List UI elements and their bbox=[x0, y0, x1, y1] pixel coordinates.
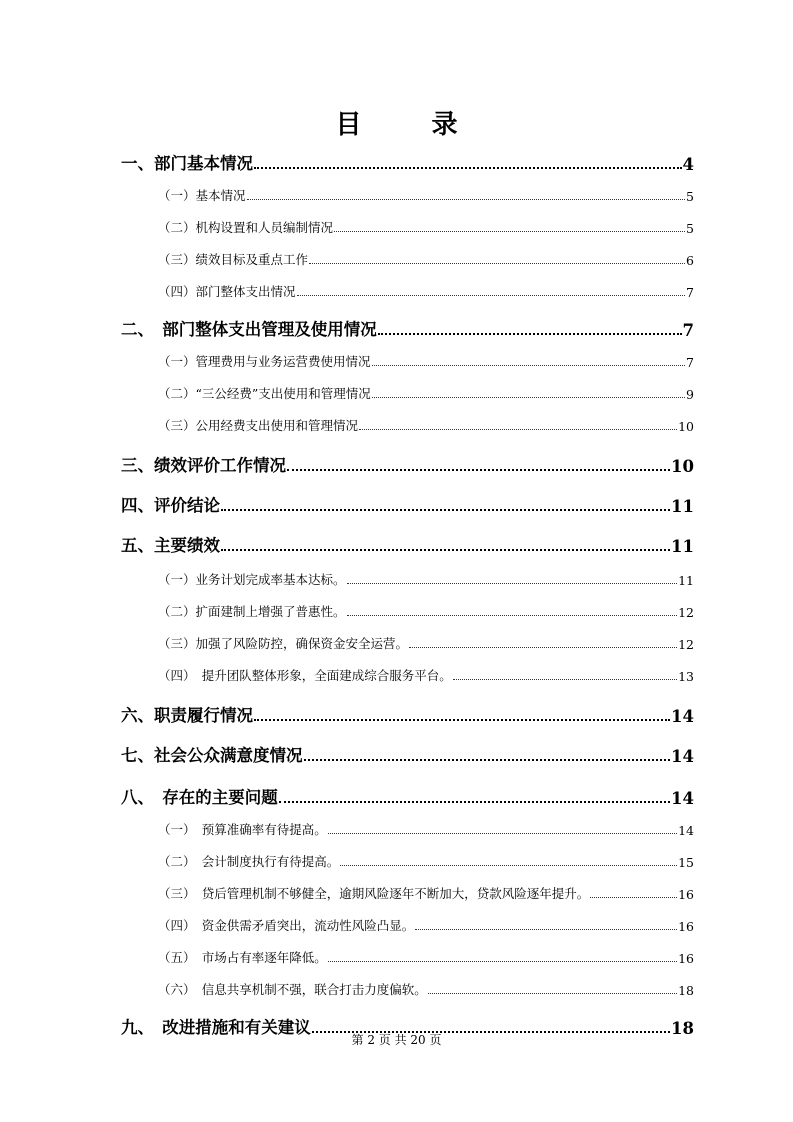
toc-section-entry[interactable] bbox=[158, 852, 694, 870]
toc-chapter-entry[interactable] bbox=[121, 742, 694, 766]
toc-page-number: 12 bbox=[678, 605, 694, 620]
dot-leader bbox=[428, 993, 677, 994]
toc-chapter-entry[interactable] bbox=[121, 532, 694, 556]
toc-entry-label: 二、 部门整体支出管理及使用情况 bbox=[121, 320, 377, 339]
toc-page-number: 11 bbox=[671, 537, 694, 556]
page-footer: 第 2 页 共 20 页 bbox=[351, 1033, 442, 1047]
toc-chapter-entry[interactable] bbox=[121, 316, 694, 340]
toc-section-entry[interactable] bbox=[158, 634, 694, 652]
toc-section-entry[interactable] bbox=[158, 186, 694, 204]
toc-entry-label: （三） 贷后管理机制不够健全，逾期风险逐年不断加大，贷款风险逐年提升。 bbox=[158, 886, 590, 901]
dot-leader bbox=[453, 679, 677, 680]
toc-section-entry[interactable] bbox=[158, 948, 694, 966]
toc-section-entry[interactable] bbox=[158, 980, 694, 998]
toc-entry-label: （二）“三公经费”支出使用和管理情况 bbox=[158, 386, 371, 401]
toc-page-number: 16 bbox=[678, 887, 694, 902]
toc-page-number: 18 bbox=[678, 983, 694, 998]
toc-page-number: 16 bbox=[678, 919, 694, 934]
toc-entry-label: （一） 预算准确率有待提高。 bbox=[158, 822, 327, 837]
dot-leader bbox=[309, 263, 685, 264]
dot-leader bbox=[415, 929, 677, 930]
dot-leader bbox=[359, 429, 677, 430]
toc-entry-label: 八、 存在的主要问题 bbox=[121, 788, 278, 807]
toc-page-number: 14 bbox=[671, 747, 694, 766]
dot-leader bbox=[279, 801, 670, 803]
toc-entry-label: 七、社会公众满意度情况 bbox=[121, 746, 303, 765]
dot-leader bbox=[304, 759, 671, 761]
toc-entry-label: （二）扩面建制上增强了普惠性。 bbox=[158, 604, 346, 619]
dot-leader bbox=[334, 231, 685, 232]
dot-leader bbox=[254, 719, 670, 721]
toc-entry-label: 五、主要绩效 bbox=[121, 536, 220, 555]
toc-entry-label: （一）管理费用与业务运营费使用情况 bbox=[158, 354, 371, 369]
toc-entry-label: 六、职责履行情况 bbox=[121, 706, 253, 725]
toc-page-number: 7 bbox=[682, 321, 694, 340]
toc-page-number: 11 bbox=[678, 573, 694, 588]
toc-entry-label: （四）部门整体支出情况 bbox=[158, 284, 296, 299]
toc-entry-label: （六） 信息共享机制不强，联合打击力度偏软。 bbox=[158, 982, 427, 997]
toc-entry-label: （四） 资金供需矛盾突出，流动性风险凸显。 bbox=[158, 918, 415, 933]
dot-leader bbox=[247, 199, 686, 200]
toc-section-entry[interactable] bbox=[158, 602, 694, 620]
toc-page-number: 9 bbox=[686, 387, 694, 402]
toc-chapter-entry[interactable] bbox=[121, 452, 694, 476]
toc-page-number: 12 bbox=[678, 637, 694, 652]
toc-page-number: 14 bbox=[671, 707, 694, 726]
toc-chapter-entry[interactable] bbox=[121, 492, 694, 516]
page-title: 目 录 bbox=[335, 110, 480, 140]
toc-entry-label: （三）公用经费支出使用和管理情况 bbox=[158, 418, 359, 433]
toc-page-number: 10 bbox=[678, 419, 694, 434]
toc-section-entry[interactable] bbox=[158, 666, 694, 684]
dot-leader bbox=[378, 333, 682, 335]
toc-entry-label: 九、 改进措施和有关建议 bbox=[121, 1018, 311, 1037]
toc-entry-label: （二）机构设置和人员编制情况 bbox=[158, 220, 334, 235]
toc-section-entry[interactable] bbox=[158, 570, 694, 588]
toc-chapter-entry[interactable] bbox=[121, 784, 694, 808]
toc-section-entry[interactable] bbox=[158, 384, 694, 402]
toc-page-number: 15 bbox=[678, 855, 694, 870]
toc-page-number: 18 bbox=[671, 1019, 694, 1038]
toc-page-number: 4 bbox=[682, 155, 694, 174]
toc-page-number: 5 bbox=[686, 189, 694, 204]
toc-section-entry[interactable] bbox=[158, 916, 694, 934]
toc-entry-label: （四） 提升团队整体形象，全面建成综合服务平台。 bbox=[158, 668, 452, 683]
toc-entry-label: （一）基本情况 bbox=[158, 188, 246, 203]
dot-leader bbox=[372, 365, 686, 366]
dot-leader bbox=[221, 509, 670, 511]
toc-page-number: 14 bbox=[671, 789, 694, 808]
dot-leader bbox=[221, 549, 670, 551]
dot-leader bbox=[297, 295, 686, 296]
toc-entry-label: （五） 市场占有率逐年降低。 bbox=[158, 950, 327, 965]
toc-entry-label: 三、绩效评价工作情况 bbox=[121, 456, 286, 475]
toc-section-entry[interactable] bbox=[158, 416, 694, 434]
toc-section-entry[interactable] bbox=[158, 820, 694, 838]
toc-page-number: 14 bbox=[678, 823, 694, 838]
dot-leader bbox=[347, 615, 678, 616]
toc-section-entry[interactable] bbox=[158, 352, 694, 370]
toc-entry-label: 一、部门基本情况 bbox=[121, 154, 253, 173]
toc-entry-label: （一）业务计划完成率基本达标。 bbox=[158, 572, 346, 587]
dot-leader bbox=[372, 397, 685, 398]
toc-page-number: 10 bbox=[671, 457, 694, 476]
dot-leader bbox=[340, 865, 677, 866]
toc-page-number: 11 bbox=[671, 497, 694, 516]
toc-entry-label: （三）加强了风险防控，确保资金安全运营。 bbox=[158, 636, 409, 651]
toc-page-number: 16 bbox=[678, 951, 694, 966]
dot-leader bbox=[409, 647, 677, 648]
dot-leader bbox=[328, 833, 677, 834]
dot-leader bbox=[590, 897, 677, 898]
toc-section-entry[interactable] bbox=[158, 218, 694, 236]
toc-page-number: 13 bbox=[678, 669, 694, 684]
toc-page-number: 7 bbox=[686, 285, 694, 300]
toc-entry-label: 四、评价结论 bbox=[121, 496, 220, 515]
dot-leader bbox=[287, 469, 670, 471]
dot-leader bbox=[347, 583, 678, 584]
toc-section-entry[interactable] bbox=[158, 250, 694, 268]
toc-page-number: 5 bbox=[686, 221, 694, 236]
toc-entry-label: （三）绩效目标及重点工作 bbox=[158, 252, 309, 267]
dot-leader bbox=[254, 167, 682, 169]
toc-section-entry[interactable] bbox=[158, 884, 694, 902]
toc-chapter-entry[interactable] bbox=[121, 150, 694, 174]
toc-chapter-entry[interactable] bbox=[121, 702, 694, 726]
toc-page-number: 6 bbox=[686, 253, 694, 268]
toc-entry-label: （二） 会计制度执行有待提高。 bbox=[158, 854, 340, 869]
dot-leader bbox=[328, 961, 677, 962]
toc-page-number: 7 bbox=[686, 355, 694, 370]
toc-section-entry[interactable] bbox=[158, 282, 694, 300]
